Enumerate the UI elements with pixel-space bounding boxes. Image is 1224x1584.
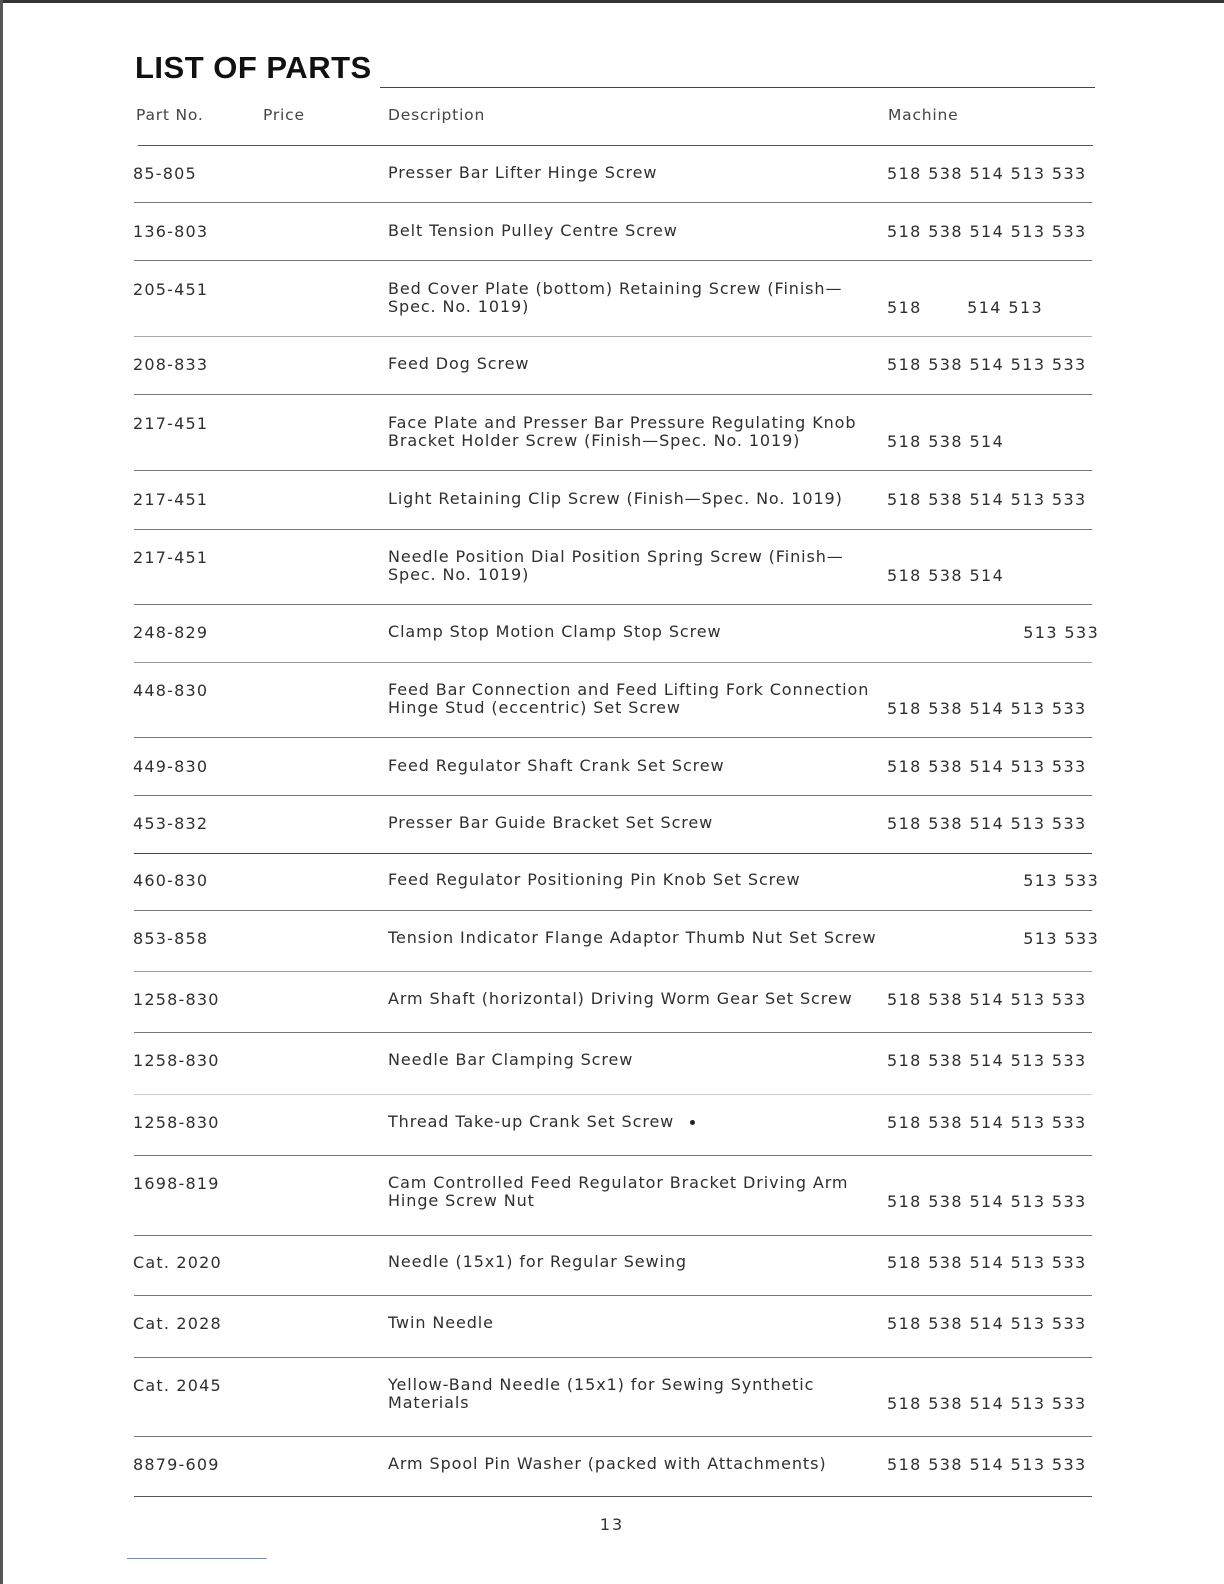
machine-list: 518 538 514 513 533: [887, 1394, 1087, 1413]
row-divider: [134, 737, 1092, 738]
part-description: Presser Bar Lifter Hinge Screw: [388, 163, 658, 182]
part-description: Clamp Stop Motion Clamp Stop Screw: [388, 622, 722, 641]
bullet-dot-icon: [690, 1120, 695, 1125]
part-number: 1258-830: [133, 1051, 220, 1070]
part-description: Feed Regulator Positioning Pin Knob Set Screw: [388, 870, 801, 889]
part-description: Feed Regulator Shaft Crank Set Screw: [388, 756, 725, 775]
machine-list: 513 533: [887, 929, 1100, 948]
page-title: LIST OF PARTS: [135, 50, 372, 85]
row-divider: [134, 795, 1092, 796]
part-description: Arm Shaft (horizontal) Driving Worm Gear Set Screw: [388, 989, 853, 1008]
row-divider: [134, 1155, 1092, 1156]
column-header-part-no: Part No.: [136, 106, 204, 124]
part-description: Needle Bar Clamping Screw: [388, 1050, 634, 1069]
row-divider: [134, 1295, 1092, 1296]
part-number: 205-451: [133, 280, 209, 299]
part-number: Cat. 2028: [133, 1314, 222, 1333]
part-number: Cat. 2020: [133, 1253, 222, 1272]
part-number: 248-829: [133, 623, 209, 642]
part-number: 460-830: [133, 871, 209, 890]
machine-list: 518 514 513: [887, 298, 1044, 317]
row-divider: [134, 604, 1092, 605]
part-number: 449-830: [133, 757, 209, 776]
machine-list: 518 538 514 513 533: [887, 222, 1087, 241]
machine-list: 518 538 514 513 533: [887, 814, 1087, 833]
part-number: 853-858: [133, 929, 209, 948]
part-description: Twin Needle: [388, 1313, 494, 1332]
row-divider: [134, 260, 1092, 261]
part-description: Feed Bar Connection and Feed Lifting Fork Connection Hinge Stud (eccentric) Set Screw: [388, 680, 870, 717]
machine-list: 518 538 514 513 533: [887, 990, 1087, 1009]
part-description: Thread Take-up Crank Set Screw: [388, 1112, 675, 1131]
part-number: 1698-819: [133, 1174, 220, 1193]
part-number: 448-830: [133, 681, 209, 700]
part-number: 453-832: [133, 814, 209, 833]
row-divider: [134, 1235, 1092, 1236]
row-divider: [134, 470, 1092, 471]
machine-list: 518 538 514 513 533: [887, 164, 1087, 183]
row-divider: [134, 853, 1092, 854]
machine-list: 518 538 514: [887, 432, 1005, 451]
machine-list: 518 538 514: [887, 566, 1005, 585]
machine-list: 518 538 514 513 533: [887, 757, 1087, 776]
part-number: 136-803: [133, 222, 209, 241]
part-number: 208-833: [133, 355, 209, 374]
part-description: Yellow-Band Needle (15x1) for Sewing Synthetic Materials: [388, 1375, 815, 1412]
row-divider: [134, 971, 1092, 972]
machine-list: 518 538 514 513 533: [887, 1113, 1087, 1132]
part-description: Bed Cover Plate (bottom) Retaining Screw (Finish—Spec. No. 1019): [388, 279, 843, 316]
part-description: Arm Spool Pin Washer (packed with Attachments): [388, 1454, 827, 1473]
row-divider: [134, 1436, 1092, 1437]
row-divider: [134, 529, 1092, 530]
row-divider: [134, 1357, 1092, 1358]
part-description: Presser Bar Guide Bracket Set Screw: [388, 813, 714, 832]
machine-list: 518 538 514 513 533: [887, 1455, 1087, 1474]
machine-list: 513 533: [887, 871, 1100, 890]
part-description: Light Retaining Clip Screw (Finish—Spec. No. 1019): [388, 489, 843, 508]
part-description: Needle (15x1) for Regular Sewing: [388, 1252, 687, 1271]
part-number: 217-451: [133, 548, 209, 567]
column-header-description: Description: [388, 106, 486, 124]
machine-list: 518 538 514 513 533: [887, 490, 1087, 509]
part-description: Tension Indicator Flange Adaptor Thumb Nut Set Screw: [388, 928, 877, 947]
part-number: 217-451: [133, 490, 209, 509]
part-description: Needle Position Dial Position Spring Screw (Finish—Spec. No. 1019): [388, 547, 844, 584]
row-divider: [134, 910, 1092, 911]
part-number: 1258-830: [133, 1113, 220, 1132]
row-divider: [134, 662, 1092, 663]
row-divider: [134, 394, 1092, 395]
machine-list: 513 533: [887, 623, 1100, 642]
row-divider: [134, 1032, 1092, 1033]
machine-list: 518 538 514 513 533: [887, 355, 1087, 374]
part-description: Belt Tension Pulley Centre Screw: [388, 221, 678, 240]
part-description: Face Plate and Presser Bar Pressure Regulating Knob Bracket Holder Screw (Finish—Spec. No. 1019): [388, 413, 857, 450]
machine-list: 518 538 514 513 533: [887, 1314, 1087, 1333]
row-divider: [134, 1094, 1092, 1095]
machine-list: 518 538 514 513 533: [887, 1192, 1087, 1211]
part-description: Cam Controlled Feed Regulator Bracket Driving Arm Hinge Screw Nut: [388, 1173, 849, 1210]
bottom-underline: [127, 1558, 267, 1559]
machine-list: 518 538 514 513 533: [887, 1253, 1087, 1272]
part-description: Feed Dog Screw: [388, 354, 530, 373]
row-divider: [134, 336, 1092, 337]
part-number: Cat. 2045: [133, 1376, 222, 1395]
part-number: 1258-830: [133, 990, 220, 1009]
machine-list: 518 538 514 513 533: [887, 1051, 1087, 1070]
machine-list: 518 538 514 513 533: [887, 699, 1087, 718]
column-header-machine: Machine: [888, 106, 959, 124]
column-header-price: Price: [263, 106, 305, 124]
part-number: 217-451: [133, 414, 209, 433]
part-number: 85-805: [133, 164, 197, 183]
row-divider: [134, 202, 1092, 203]
part-number: 8879-609: [133, 1455, 220, 1474]
row-divider: [134, 1496, 1092, 1497]
page-number: 13: [599, 1515, 625, 1534]
